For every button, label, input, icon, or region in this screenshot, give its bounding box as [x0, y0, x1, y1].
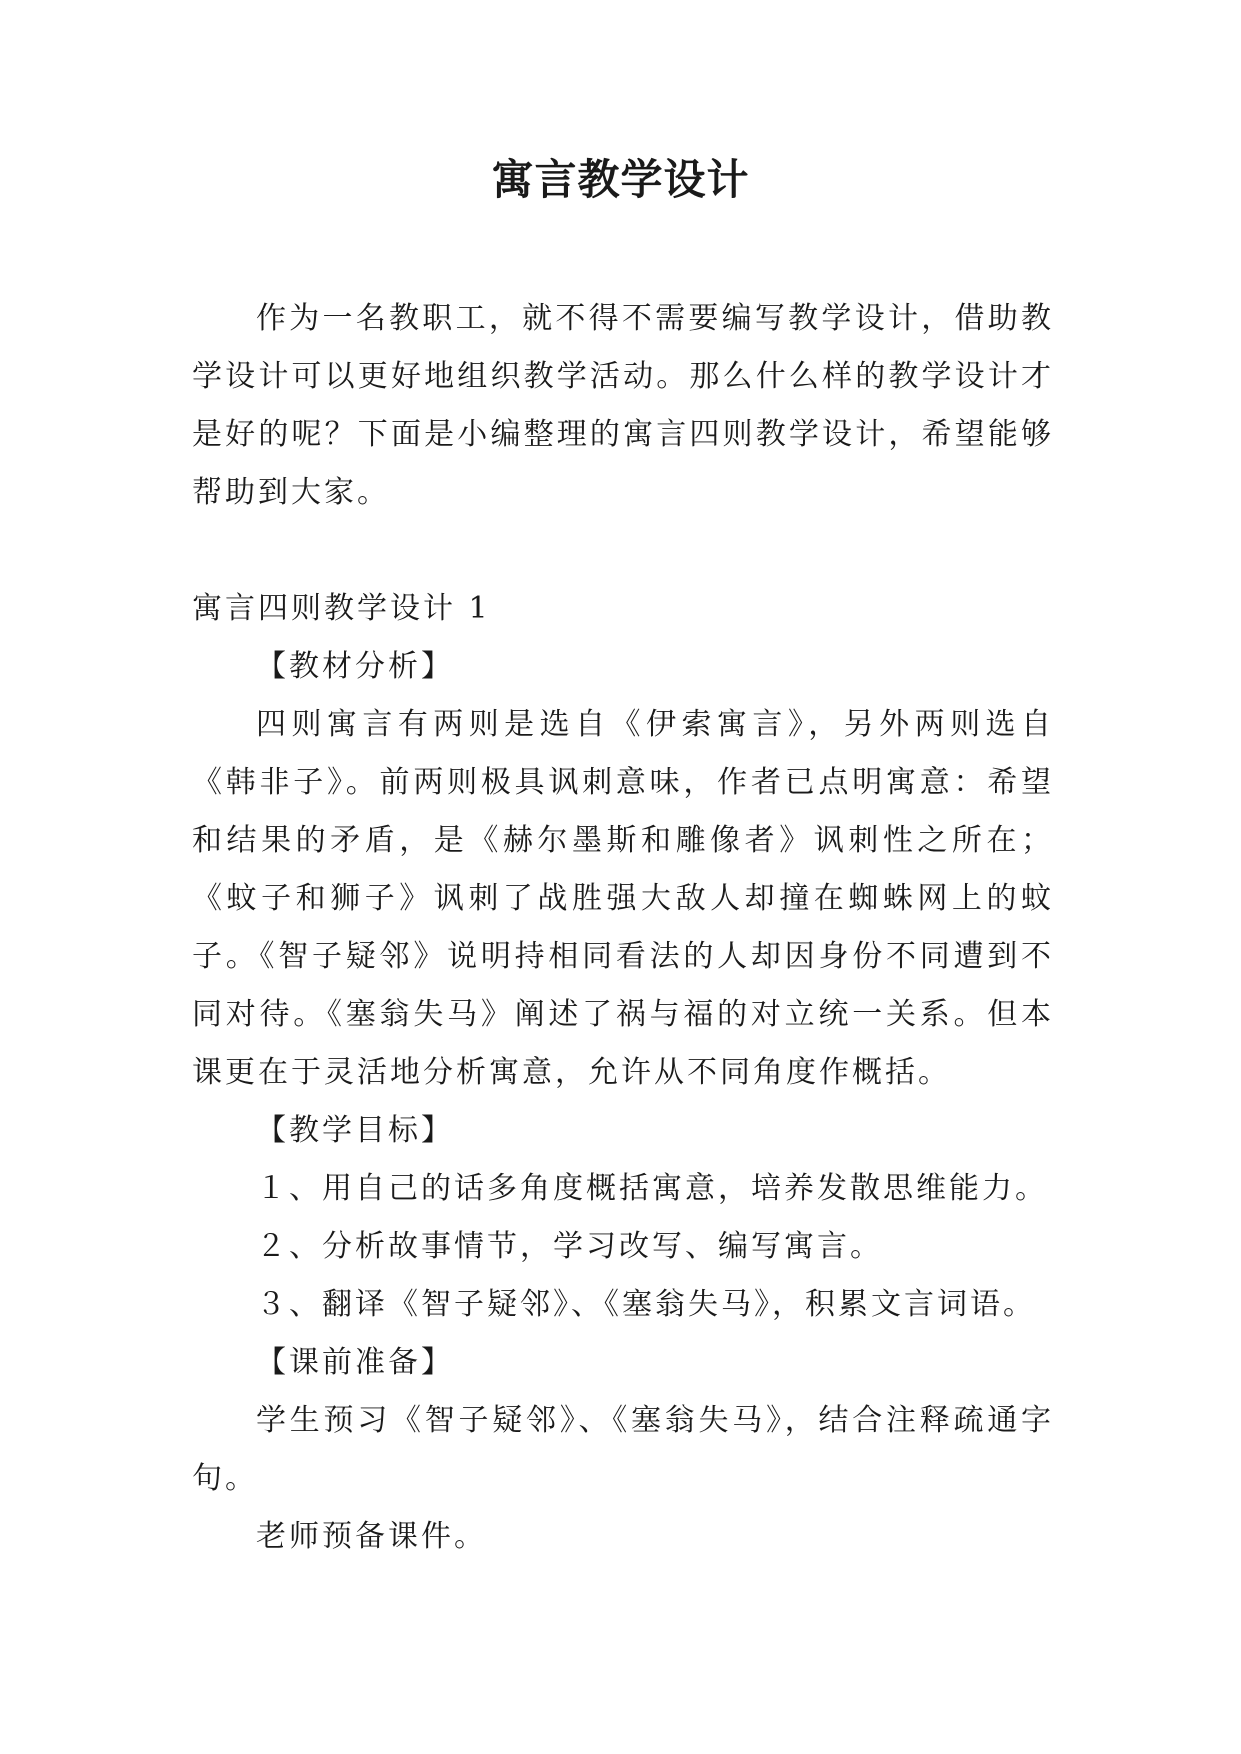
teaching-goal-item: ３、翻译《智子疑邻》、《塞翁失马》，积累文言词语。	[256, 1287, 1036, 1322]
document-title: 寓言教学设计	[491, 155, 750, 204]
preparation-heading: 【课前准备】	[256, 1345, 454, 1380]
teaching-goals-heading: 【教学目标】	[256, 1113, 454, 1148]
document-body	[192, 290, 1054, 1566]
section-title: 寓言四则教学设计 1	[192, 591, 491, 626]
intro-paragraph: 作为一名教职工，就不得不需要编写教学设计，借助教学设计可以更好地组织教学活动。那么什么样的教学设计才是好的呢？下面是小编整理的寓言四则教学设计，希望能够帮助到大家。	[192, 301, 1054, 510]
material-analysis-heading: 【教材分析】	[256, 649, 454, 684]
preparation-student-text: 学生预习《智子疑邻》、《塞翁失马》，结合注释疏通字句。	[192, 1403, 1054, 1496]
preparation-teacher-text: 老师预备课件。	[256, 1519, 487, 1554]
teaching-goal-item: １、用自己的话多角度概括寓意，培养发散思维能力。	[256, 1171, 1048, 1206]
teaching-goal-item: ２、分析故事情节，学习改写、编写寓言。	[256, 1229, 883, 1264]
material-analysis-text: 四则寓言有两则是选自《伊索寓言》，另外两则选自《韩非子》。前两则极具讽刺意味，作者已点明寓意：希望和结果的矛盾，是《赫尔墨斯和雕像者》讽刺性之所在；《蚊子和狮子》讽刺了战胜强大敌人却撞在蜘蛛网上的蚊子。《智子疑邻》说明持相同看法的人却因身份不同遭到不同对待。《塞翁失马》阐述了祸与福的对立统一关系。但本课更在于灵活地分析寓意，允许从不同角度作概括。	[192, 707, 1054, 1090]
